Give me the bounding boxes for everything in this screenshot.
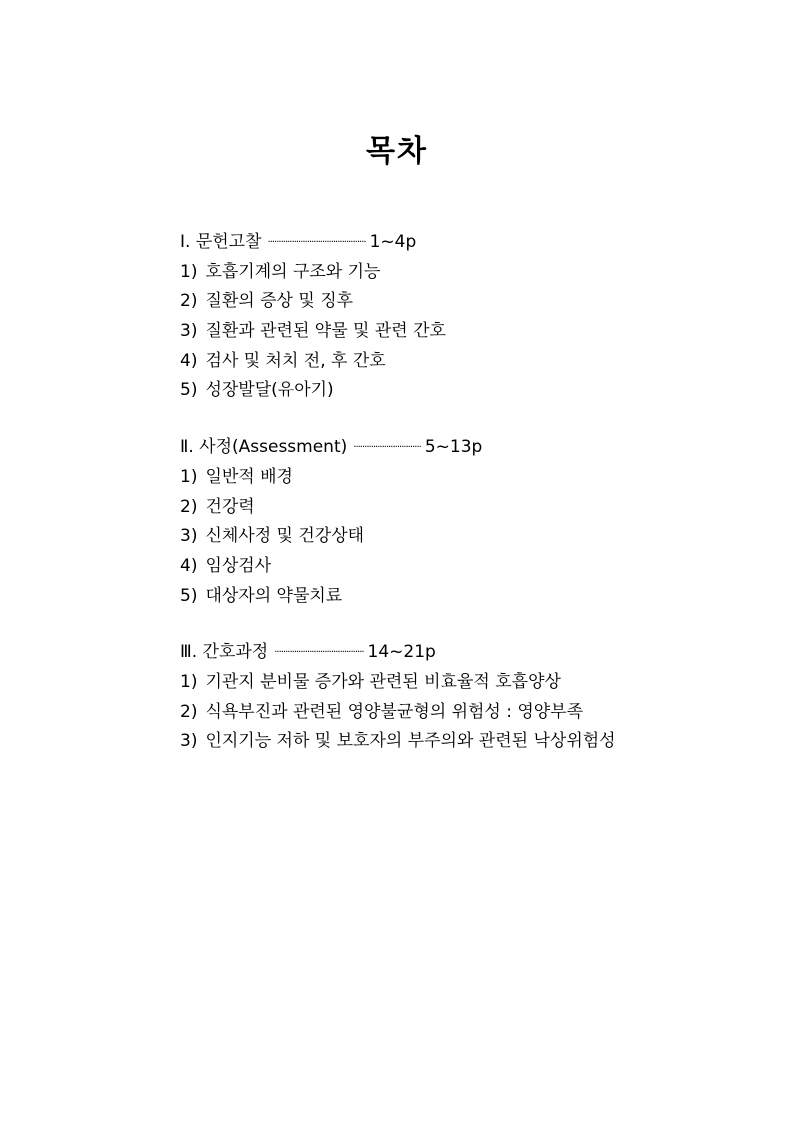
item-text: 식욕부진과 관련된 영양불균형의 위험성 : 영양부족 (205, 701, 584, 722)
list-item (180, 287, 700, 317)
item-text: 신체사정 및 건강상태 (205, 526, 365, 547)
list-item (180, 376, 700, 406)
item-number: 5) (180, 585, 198, 606)
section-heading-row (180, 433, 700, 463)
section-heading: Ⅲ. 간호과정 (180, 642, 269, 663)
item-number: 3) (180, 321, 198, 342)
item-number: 1) (180, 466, 198, 487)
item-number: 2) (180, 291, 198, 312)
list-item (180, 668, 700, 698)
item-number: 1) (180, 261, 198, 282)
list-item (180, 522, 700, 552)
item-number: 2) (180, 496, 198, 517)
item-number: 4) (180, 350, 198, 371)
page-range: 1~4p (369, 232, 417, 252)
item-text: 일반적 배경 (205, 466, 293, 487)
item-text: 대상자의 약물치료 (205, 585, 343, 606)
item-text: 건강력 (205, 496, 255, 517)
list-item (180, 258, 700, 288)
item-number: 4) (180, 555, 198, 576)
leader-dots: ············································· (267, 237, 366, 248)
list-item (180, 493, 700, 523)
toc-section-2 (180, 433, 700, 611)
list-item (180, 317, 700, 347)
page-range: 5~13p (424, 437, 483, 458)
item-text: 인지기능 저하 및 보호자의 부주의와 관련된 낙상위험성 (205, 731, 616, 752)
item-text: 성장발달(유아기) (205, 380, 334, 401)
item-text: 임상검사 (205, 555, 272, 576)
item-text: 질환의 증상 및 징후 (205, 291, 354, 312)
list-item (180, 698, 700, 728)
item-number: 1) (180, 671, 198, 692)
list-item (180, 582, 700, 612)
item-text: 호흡기계의 구조와 기능 (205, 261, 381, 282)
toc-section-3 (180, 638, 700, 757)
item-number: 5) (180, 380, 198, 401)
page-title: 목차 (366, 134, 428, 169)
item-number: 2) (180, 701, 198, 722)
table-of-contents (180, 228, 700, 784)
page-range: 14~21p (367, 642, 436, 663)
toc-section-1 (180, 228, 700, 406)
list-item (180, 347, 700, 377)
list-item (180, 552, 700, 582)
list-item (180, 463, 700, 493)
item-number: 3) (180, 731, 198, 752)
item-text: 질환과 관련된 약물 및 관련 간호 (205, 321, 446, 342)
item-text: 기관지 분비물 증가와 관련된 비효율적 호흡양상 (205, 671, 561, 692)
section-heading-row (180, 638, 700, 668)
leader-dots: ········································· (274, 647, 364, 659)
section-heading: Ⅱ. 사정(Assessment) (180, 437, 348, 458)
item-text: 검사 및 처치 전, 후 간호 (205, 350, 386, 371)
item-number: 3) (180, 526, 198, 547)
section-heading-row (180, 228, 700, 258)
leader-dots: ······························· (353, 442, 421, 454)
section-heading: Ⅰ. 문헌고찰 (180, 232, 262, 252)
list-item (180, 727, 700, 757)
